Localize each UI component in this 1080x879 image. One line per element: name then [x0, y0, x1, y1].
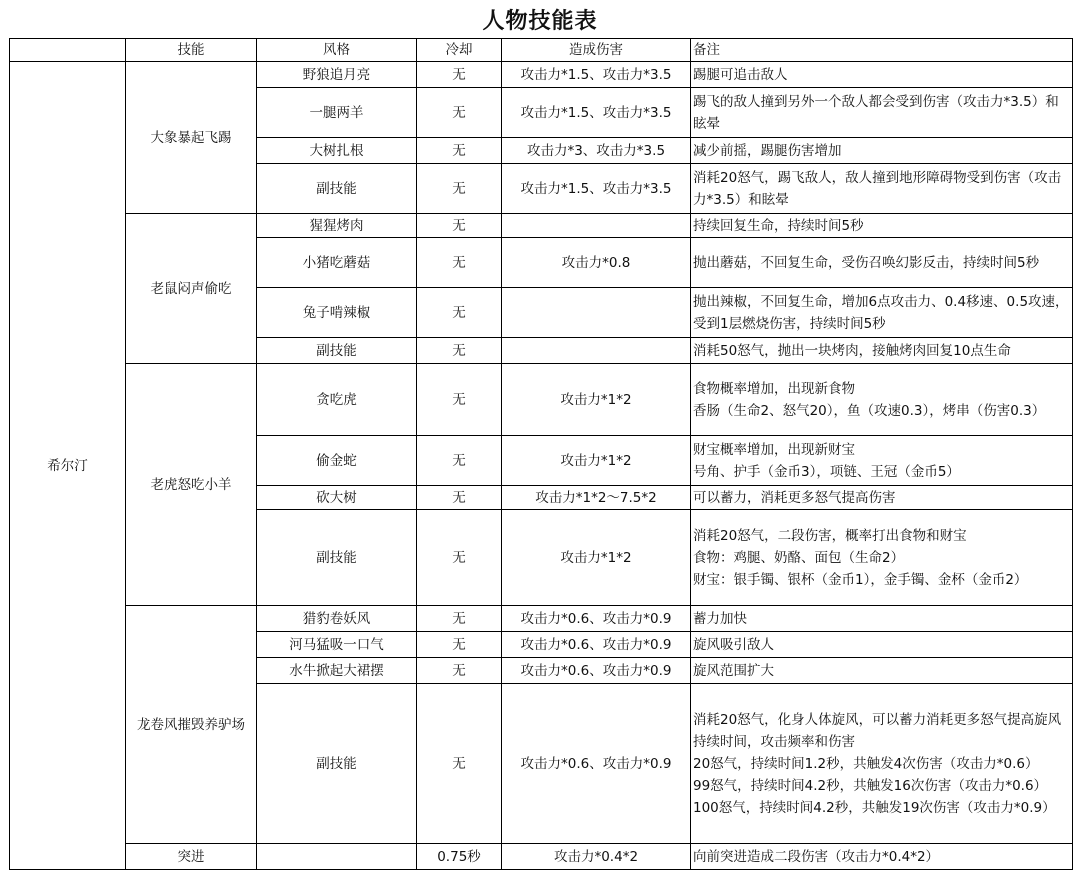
damage-cell: 攻击力*1*2 — [502, 510, 691, 606]
header-row — [10, 39, 1073, 62]
cooldown-cell: 无 — [417, 606, 502, 632]
note-cell: 消耗20怒气，踢飞敌人，敌人撞到地形障碍物受到伤害（攻击力*3.5）和眩晕 — [691, 164, 1073, 214]
cooldown-cell: 无 — [417, 288, 502, 338]
note-cell: 消耗50怒气，抛出一块烤肉，接触烤肉回复10点生命 — [691, 338, 1073, 364]
header-character — [10, 39, 126, 62]
style-cell: 水牛掀起大裙摆 — [257, 658, 417, 684]
style-cell: 副技能 — [257, 510, 417, 606]
style-cell: 贪吃虎 — [257, 364, 417, 436]
damage-cell: 攻击力*3、攻击力*3.5 — [502, 138, 691, 164]
note-cell: 可以蓄力，消耗更多怒气提高伤害 — [691, 486, 1073, 510]
table-row — [10, 364, 1073, 436]
style-cell: 猩猩烤肉 — [257, 214, 417, 238]
damage-cell: 攻击力*1.5、攻击力*3.5 — [502, 62, 691, 88]
cooldown-cell: 无 — [417, 214, 502, 238]
damage-cell: 攻击力*1*2～7.5*2 — [502, 486, 691, 510]
note-cell: 抛出辣椒，不回复生命，增加6点攻击力、0.4移速、0.5攻速，受到1层燃烧伤害，持续时间5秒 — [691, 288, 1073, 338]
header-skill: 技能 — [126, 39, 257, 62]
table-row — [10, 844, 1073, 870]
damage-cell — [502, 214, 691, 238]
cooldown-cell: 无 — [417, 364, 502, 436]
note-cell: 持续回复生命，持续时间5秒 — [691, 214, 1073, 238]
cooldown-cell: 无 — [417, 238, 502, 288]
skill-table — [9, 38, 1073, 870]
note-cell: 消耗20怒气，二段伤害，概率打出食物和财宝 食物：鸡腿、奶酪、面包（生命2） 财宝：银手镯、银杯（金币1），金手镯、金杯（金币2） — [691, 510, 1073, 606]
header-damage: 造成伤害 — [502, 39, 691, 62]
damage-cell: 攻击力*0.6、攻击力*0.9 — [502, 632, 691, 658]
note-cell: 蓄力加快 — [691, 606, 1073, 632]
damage-cell — [502, 338, 691, 364]
style-cell: 猎豹卷妖风 — [257, 606, 417, 632]
cooldown-cell: 无 — [417, 436, 502, 486]
cooldown-cell: 无 — [417, 510, 502, 606]
cooldown-cell: 0.75秒 — [417, 844, 502, 870]
note-cell: 抛出蘑菇，不回复生命，受伤召唤幻影反击，持续时间5秒 — [691, 238, 1073, 288]
style-cell: 大树扎根 — [257, 138, 417, 164]
skill-name: 龙卷风摧毁养驴场 — [126, 606, 257, 844]
cooldown-cell: 无 — [417, 632, 502, 658]
cooldown-cell: 无 — [417, 338, 502, 364]
skill-name: 大象暴起飞踢 — [126, 62, 257, 214]
damage-cell — [502, 288, 691, 338]
style-cell: 偷金蛇 — [257, 436, 417, 486]
table-row — [10, 606, 1073, 632]
note-cell: 旋风范围扩大 — [691, 658, 1073, 684]
damage-cell: 攻击力*0.6、攻击力*0.9 — [502, 606, 691, 632]
cooldown-cell: 无 — [417, 138, 502, 164]
skill-name: 老鼠闷声偷吃 — [126, 214, 257, 364]
header-style: 风格 — [257, 39, 417, 62]
style-cell: 砍大树 — [257, 486, 417, 510]
damage-cell: 攻击力*1*2 — [502, 436, 691, 486]
skill-name: 突进 — [126, 844, 257, 870]
cooldown-cell: 无 — [417, 658, 502, 684]
note-cell: 减少前摇，踢腿伤害增加 — [691, 138, 1073, 164]
style-cell: 河马猛吸一口气 — [257, 632, 417, 658]
skill-name: 老虎怒吃小羊 — [126, 364, 257, 606]
style-cell — [257, 844, 417, 870]
table-row — [10, 214, 1073, 238]
damage-cell: 攻击力*0.6、攻击力*0.9 — [502, 684, 691, 844]
cooldown-cell: 无 — [417, 62, 502, 88]
style-cell: 副技能 — [257, 684, 417, 844]
damage-cell: 攻击力*1*2 — [502, 364, 691, 436]
damage-cell: 攻击力*0.6、攻击力*0.9 — [502, 658, 691, 684]
note-cell: 踢腿可追击敌人 — [691, 62, 1073, 88]
style-cell: 野狼追月亮 — [257, 62, 417, 88]
note-cell: 食物概率增加，出现新食物 香肠（生命2、怒气20），鱼（攻速0.3），烤串（伤害0.3） — [691, 364, 1073, 436]
damage-cell: 攻击力*1.5、攻击力*3.5 — [502, 88, 691, 138]
note-cell: 踢飞的敌人撞到另外一个敌人都会受到伤害（攻击力*3.5）和眩晕 — [691, 88, 1073, 138]
damage-cell: 攻击力*0.4*2 — [502, 844, 691, 870]
note-cell: 向前突进造成二段伤害（攻击力*0.4*2） — [691, 844, 1073, 870]
cooldown-cell: 无 — [417, 486, 502, 510]
cooldown-cell: 无 — [417, 88, 502, 138]
note-cell: 旋风吸引敌人 — [691, 632, 1073, 658]
damage-cell: 攻击力*0.8 — [502, 238, 691, 288]
header-note: 备注 — [691, 39, 1073, 62]
cooldown-cell: 无 — [417, 684, 502, 844]
header-cooldown: 冷却 — [417, 39, 502, 62]
table-row — [10, 62, 1073, 88]
character-name: 希尔汀 — [10, 62, 126, 870]
cooldown-cell: 无 — [417, 164, 502, 214]
note-cell: 消耗20怒气，化身人体旋风，可以蓄力消耗更多怒气提高旋风持续时间，攻击频率和伤害 20怒气，持续时间1.2秒，共触发4次伤害（攻击力*0.6） 99怒气，持续时间4.2秒，共触发16次伤害（攻击力*0.6） 100怒气，持续时间4.2秒，共触发19次伤害（攻击力*0.9） — [691, 684, 1073, 844]
damage-cell: 攻击力*1.5、攻击力*3.5 — [502, 164, 691, 214]
sheet-title: 人物技能表 — [482, 8, 598, 34]
note-cell: 财宝概率增加，出现新财宝 号角、护手（金币3），项链、王冠（金币5） — [691, 436, 1073, 486]
style-cell: 兔子啃辣椒 — [257, 288, 417, 338]
style-cell: 一腿两羊 — [257, 88, 417, 138]
style-cell: 小猪吃蘑菇 — [257, 238, 417, 288]
style-cell: 副技能 — [257, 164, 417, 214]
style-cell: 副技能 — [257, 338, 417, 364]
